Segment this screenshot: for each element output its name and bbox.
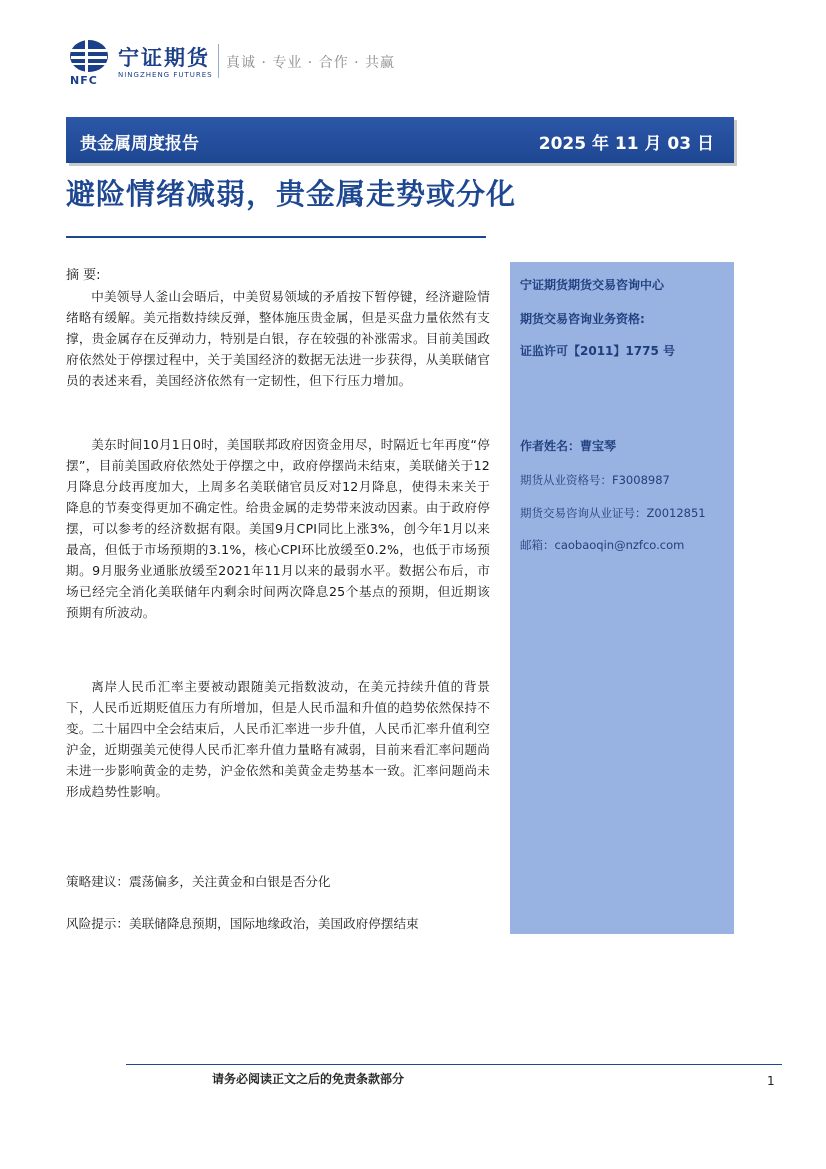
sidebar-author: 作者姓名：曹宝琴 (520, 439, 617, 453)
sidebar-practitioner-id: 期货从业资格号：F3008987 (520, 473, 670, 487)
sidebar-org: 宁证期货期货交易咨询中心 (520, 278, 665, 292)
summary-label: 摘 要: (66, 268, 101, 283)
report-type: 贵金属周度报告 (80, 134, 199, 154)
page-number: 1 (767, 1074, 775, 1088)
company-logo (68, 38, 398, 87)
sidebar-qualification-label: 期货交易咨询业务资格: (520, 312, 645, 326)
analyst-sidebar (510, 262, 734, 934)
summary-paragraph-3: 离岸人民币汇率主要被动跟随美元指数波动，在美元持续升值的背景下，人民币近期贬值压力有所增加，但是人民币温和升值的趋势依然保持不变。二十届四中全会结束后，人民币汇率进一步升值，人民币汇率升值利空沪金，近期强美元使得人民币汇率升值力量略有减弱，目前来看汇率问题尚未进一步影响黄金的走势，沪金依然和美黄金走势基本一致。汇率问题尚未形成趋势性影响。 (66, 679, 490, 799)
report-headline: 避险情绪减弱，贵金属走势或分化 (66, 177, 517, 211)
logo-company-name: 宁证期货 (118, 46, 210, 70)
summary-section (66, 266, 490, 799)
headline-divider (66, 236, 486, 238)
footer-disclaimer: 请务必阅读正文之后的免责条款部分 (212, 1072, 405, 1086)
report-date: 2025 年 11 月 03 日 (538, 134, 714, 154)
sidebar-email[interactable]: 邮箱：caobaoqin@nzfco.com (520, 538, 685, 552)
summary-paragraph-1: 中美领导人釜山会晤后，中美贸易领域的矛盾按下暂停键，经济避险情绪略有缓解。美元指数持续反弹，整体施压贵金属，但是买盘力量依然有支撑，贵金属存在反弹动力，特别是白银，存在较强的补涨需求。目前美国政府依然处于停摆过程中，关于美国经济的数据无法进一步获得，从美联储官员的表述来看，美国经济依然有一定韧性，但下行压力增加。 (66, 289, 490, 388)
risk-warning: 风险提示：美联储降息预期，国际地缘政治，美国政府停摆结束 (66, 916, 419, 931)
nfc-logo-icon (68, 38, 110, 74)
report-banner (66, 117, 734, 163)
footer-divider (126, 1064, 782, 1065)
strategy-suggestion: 策略建议：震荡偏多，关注黄金和白银是否分化 (66, 874, 331, 889)
sidebar-consult-id: 期货交易咨询从业证号：Z0012851 (520, 506, 706, 520)
company-slogan: 真诚 · 专业 · 合作 · 共赢 (226, 55, 396, 71)
summary-paragraph-2: 美东时间10月1日0时，美国联邦政府因资金用尽，时隔近七年再度“停摆”，目前美国政府依然处于停摆之中，政府停摆尚未结束，美联储关于12月降息分歧再度加大，上周多名美联储官员反对12月降息，使得未来关于降息的节奏变得更加不确定性。给贵金属的走势带来波动因素。由于政府停摆，可以参考的经济数据有限。美国9月CPI同比上涨3%，创今年1月以来最高，但低于市场预期的3.1%，核心CPI环比放缓至0.2%，也低于市场预期。9月服务业通胀放缓至2021年11月以来的最弱水平。数据公布后，市场已经完全消化美联储年内剩余时间两次降息25个基点的预期，但近期该预期有所波动。 (66, 437, 490, 620)
logo-divider (218, 44, 219, 78)
logo-abbreviation: NFC (70, 74, 98, 87)
sidebar-license: 证监许可【2011】1775 号 (520, 344, 675, 358)
logo-english-name: NINGZHENG FUTURES (118, 71, 213, 79)
